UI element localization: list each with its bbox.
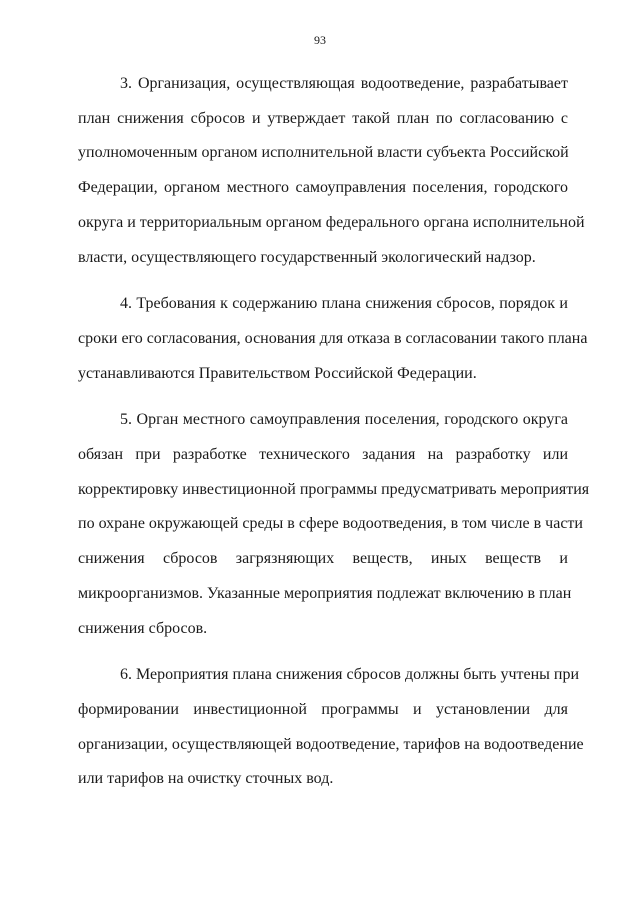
paragraph-6 (78, 658, 584, 797)
text-line: обязан при разработке технического задания на разработку или (78, 446, 568, 464)
text-line: по охране окружающей среды в сфере водоотведения, в том числе в части (78, 515, 583, 533)
text-line: сроки его согласования, основания для отказа в согласовании такого плана (78, 329, 588, 347)
page-number: 93 (314, 33, 326, 47)
text-line: власти, осуществляющего государственный экологический надзор. (78, 248, 536, 266)
text-line: план снижения сбросов и утверждает такой план по согласованию с (78, 109, 568, 127)
text-line: или тарифов на очистку сточных вод. (78, 770, 334, 788)
text-line: округа и территориальным органом федерального органа исполнительной (78, 213, 585, 231)
text-line: корректировку инвестиционной программы предусматривать мероприятия (78, 480, 590, 498)
text-line: формировании инвестиционной программы и установлении для (78, 700, 568, 718)
text-line: снижения сбросов загрязняющих веществ, иных веществ и (78, 550, 568, 568)
text-line: снижения сбросов. (78, 619, 208, 637)
paragraph-5 (78, 403, 590, 646)
text-line: Федерации, органом местного самоуправления поселения, городского (78, 179, 568, 197)
text-line: организации, осуществляющей водоотведение, тарифов на водоотведение (78, 735, 584, 753)
text-line: уполномоченным органом исполнительной власти субъекта Российской (78, 144, 569, 162)
document-body (78, 67, 590, 809)
paragraph-3 (78, 67, 585, 275)
text-line: 5. Орган местного самоуправления поселения, городского округа (120, 411, 568, 429)
text-line: 6. Мероприятия плана снижения сбросов должны быть учтены при (120, 666, 580, 684)
text-line: микроорганизмов. Указанные мероприятия подлежат включению в план (78, 584, 572, 602)
text-line: 4. Требования к содержанию плана снижения сбросов, порядок и (120, 295, 568, 313)
paragraph-4 (78, 287, 588, 391)
text-line: устанавливаются Правительством Российской Федерации. (78, 364, 477, 382)
text-line: 3. Организация, осуществляющая водоотведение, разрабатывает (120, 75, 568, 92)
